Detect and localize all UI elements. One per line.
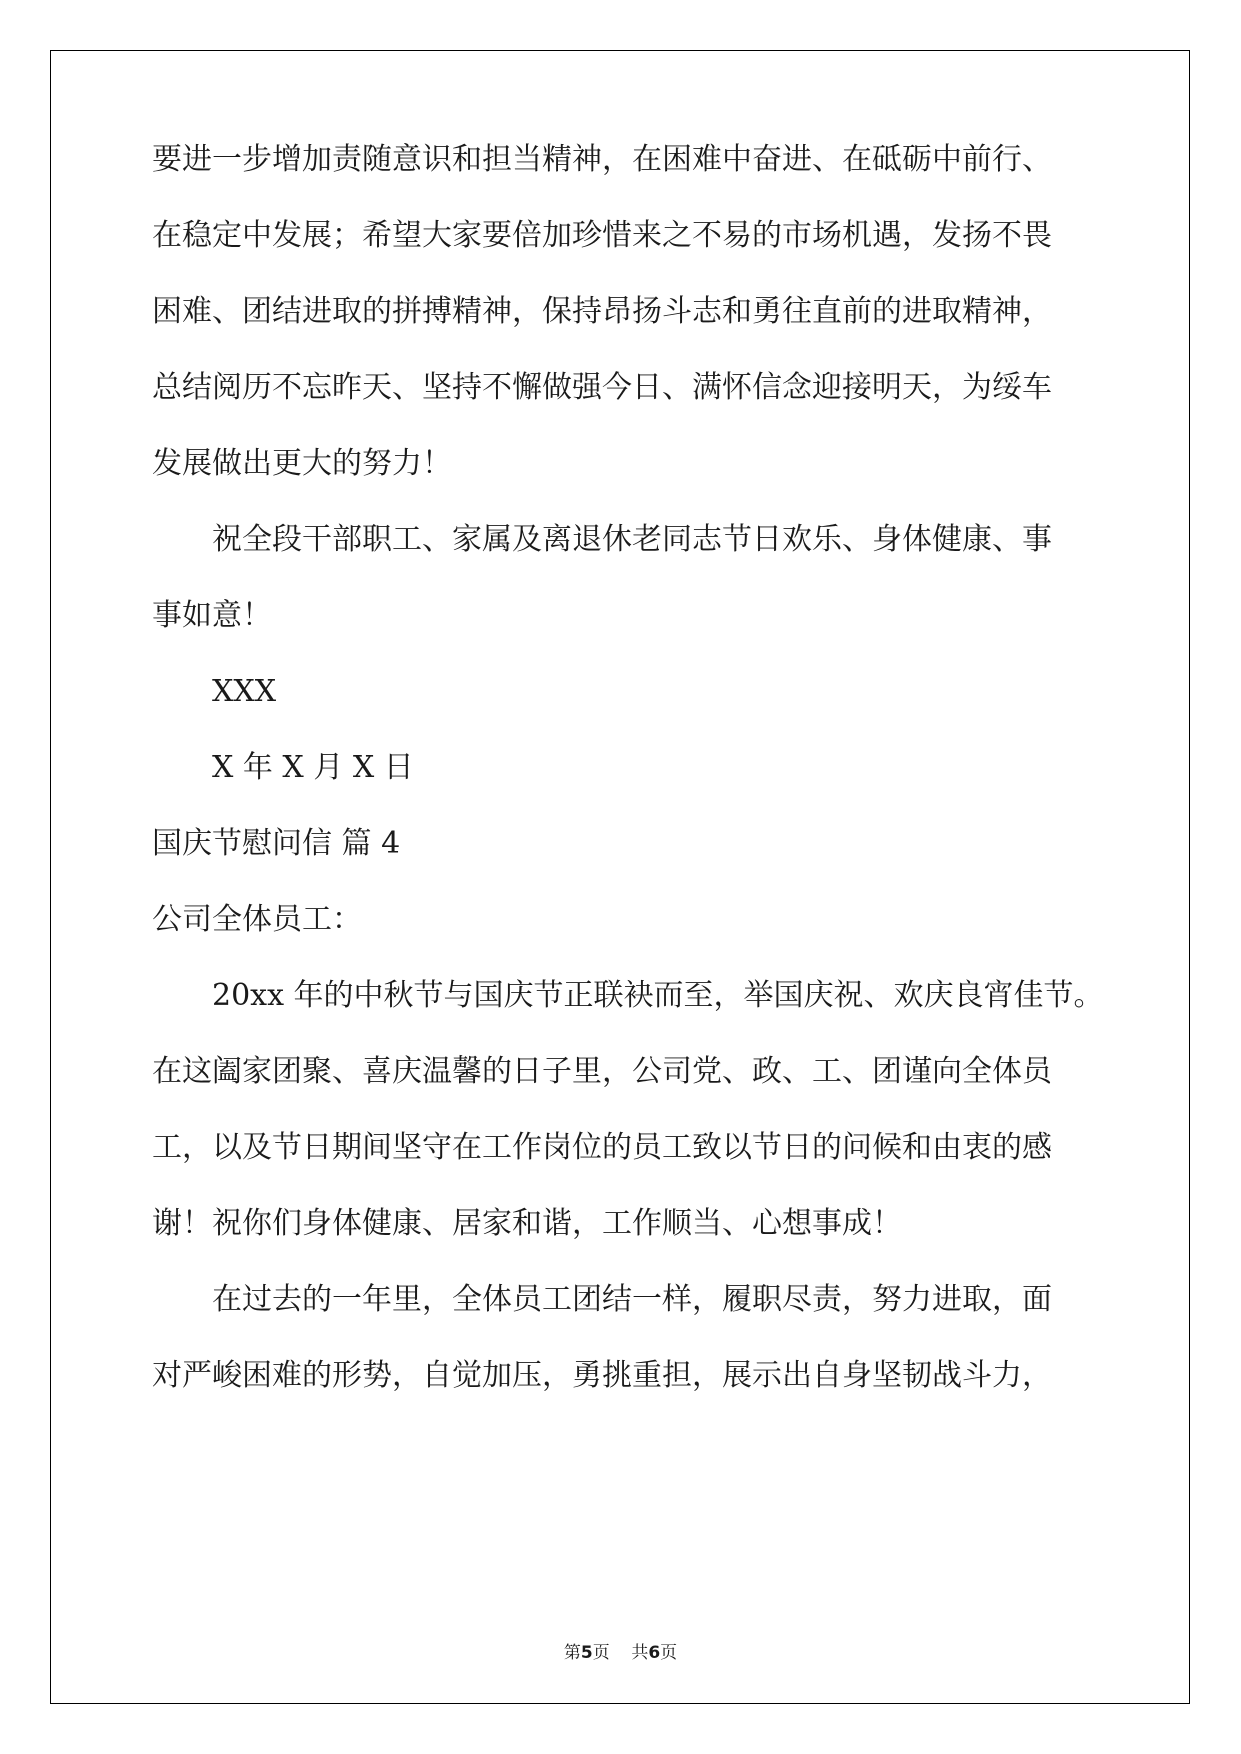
text-line: 祝全段干部职工、家属及离退休老同志节日欢乐、身体健康、事 <box>212 522 1052 557</box>
date-line: X 年 X 月 X 日 <box>212 750 414 785</box>
page-total-prefix: 共 <box>631 1643 649 1663</box>
page-number-prefix: 第 <box>563 1643 581 1663</box>
section-heading: 国庆节慰问信 篇 4 <box>152 826 401 861</box>
text-line: 20xx 年的中秋节与国庆节正联袂而至，举国庆祝、欢庆良宵佳节。 <box>212 978 1104 1013</box>
salutation-line: 公司全体员工： <box>152 902 362 937</box>
text-line: 困难、团结进取的拼搏精神，保持昂扬斗志和勇往直前的进取精神， <box>152 294 1052 329</box>
signature-line: XXX <box>212 674 277 709</box>
text-line: 对严峻困难的形势，自觉加压，勇挑重担，展示出自身坚韧战斗力， <box>152 1358 1052 1393</box>
text-line: 在稳定中发展；希望大家要倍加珍惜来之不易的市场机遇，发扬不畏 <box>152 218 1052 253</box>
text-line: 谢！祝你们身体健康、居家和谐，工作顺当、心想事成！ <box>152 1206 902 1241</box>
text-line: 在过去的一年里，全体员工团结一样，履职尽责，努力进取，面 <box>212 1282 1052 1317</box>
page-total-suffix: 页 <box>660 1643 678 1663</box>
text-line: 在这阖家团聚、喜庆温馨的日子里，公司党、政、工、团谨向全体员 <box>152 1054 1052 1089</box>
page-total: 6 <box>648 1643 661 1663</box>
page-footer <box>0 1638 1241 1663</box>
text-line: 发展做出更大的努力！ <box>152 446 452 481</box>
text-line: 事如意！ <box>152 598 272 633</box>
text-line: 工，以及节日期间坚守在工作岗位的员工致以节日的问候和由衷的感 <box>152 1130 1052 1165</box>
page-number-suffix: 页 <box>592 1643 610 1663</box>
text-line: 总结阅历不忘昨天、坚持不懈做强今日、满怀信念迎接明天，为绥车 <box>152 370 1052 405</box>
text-line: 要进一步增加责随意识和担当精神，在困难中奋进、在砥砺中前行、 <box>152 142 1052 177</box>
page-number-current: 5 <box>580 1643 593 1663</box>
